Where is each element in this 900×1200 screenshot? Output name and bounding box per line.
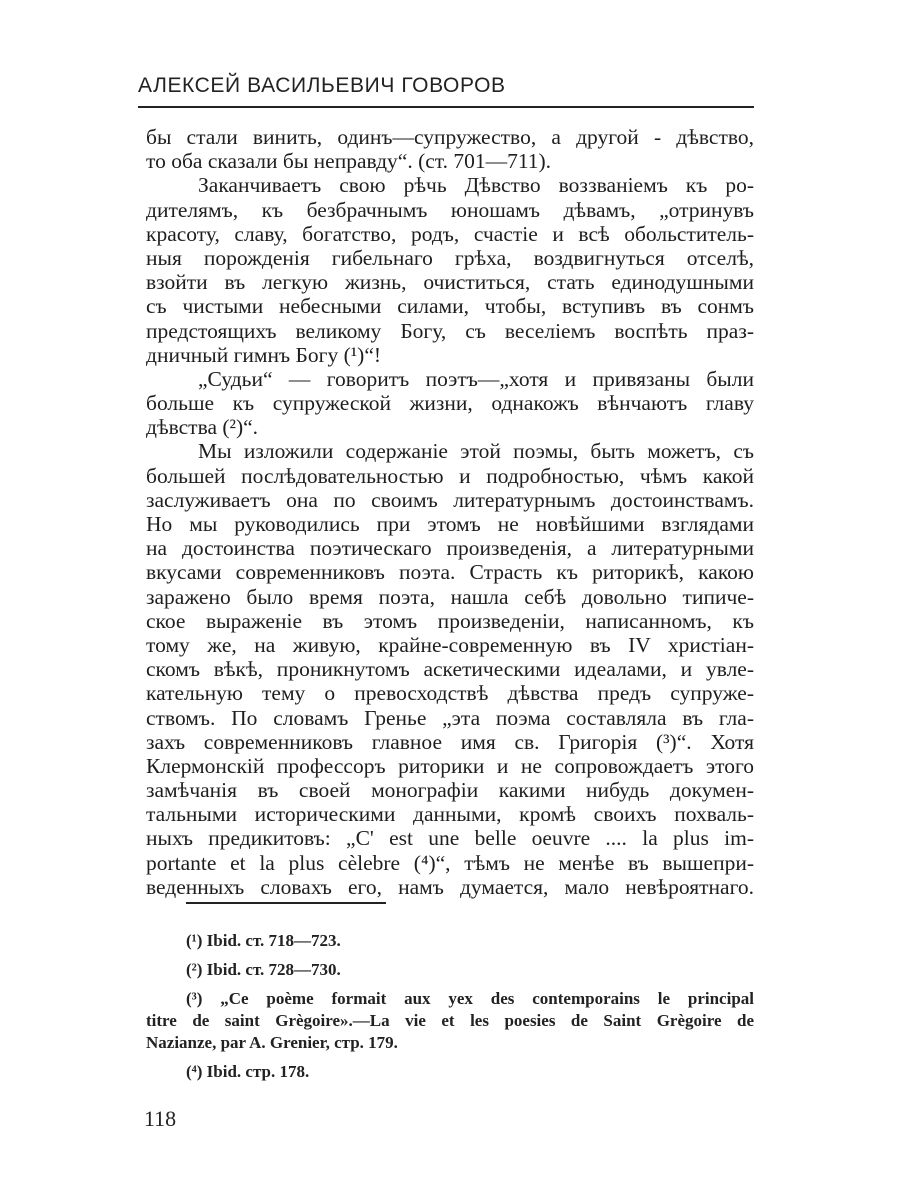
text-line: „Судьи“ — говоритъ поэтъ—„хотя и привязаны были	[198, 366, 754, 391]
text-line: дничный гимнъ Богу (¹)“!	[146, 342, 382, 367]
text-line: portante et la plus cèlebre (⁴)“, тѣмъ не менѣе въ вышепри-	[146, 850, 754, 875]
footnote-2: (²) Ibid. ст. 728—730.	[186, 960, 341, 979]
text-line: на достоинства поэтическаго произведенія, а литературными	[146, 536, 754, 561]
text-line: ныя порожденія гибельнаго грѣха, воздвигнуться отселѣ,	[146, 245, 754, 270]
text-line: большей послѣдовательностью и подробностью, чѣмъ какой	[146, 463, 754, 488]
text-line: ствомъ. По словамъ Греньe „эта поэма составляла въ гла-	[146, 705, 754, 730]
text-line: дителямъ, къ безбрачнымъ юношамъ дѣвамъ, „отринувъ	[146, 197, 754, 222]
text-line: Мы изложили содержаніе этой поэмы, быть можетъ, съ	[198, 439, 754, 464]
text-line: съ чистыми небесными силами, чтобы, вступивъ въ сонмъ	[146, 294, 754, 319]
text-line: замѣчанія въ своей монографіи какими нибудь докумен-	[146, 778, 754, 803]
footnote-3-line: titre de saint Grègoire».—La vie et les poesies de Saint Grègoire de	[146, 1011, 754, 1030]
header-rule	[138, 106, 754, 108]
footnote-rule	[186, 902, 386, 904]
footnote-4: (⁴) Ibid. стр. 178.	[186, 1062, 310, 1081]
page-number: 118	[144, 1106, 177, 1131]
footnote-3	[146, 988, 754, 1054]
text-line: ское выраженіе въ этомъ произведеніи, написанномъ, къ	[146, 608, 754, 633]
footnote-1: (¹) Ibid. ст. 718—723.	[186, 931, 341, 950]
running-head: АЛЕКСЕЙ ВАСИЛЬЕВИЧ ГОВОРОВ	[138, 74, 506, 97]
text-line: вкусами современниковъ поэта. Страсть къ риторикѣ, какою	[146, 560, 754, 585]
text-line: дѣвства (²)“.	[146, 415, 259, 440]
text-line: взойти въ легкую жизнь, очиститься, стать единодушными	[146, 270, 754, 295]
text-line: Заканчиваетъ свою рѣчь Дѣвство воззваніемъ къ ро-	[198, 173, 754, 198]
footnote-3-line: (³) „Ce poème formait aux yex des contemporains le principal	[186, 989, 754, 1008]
text-line: тальными историческими данными, кромѣ своихъ похваль-	[146, 802, 754, 827]
text-line: предстоящихъ великому Богу, съ веселіемъ воспѣть праз-	[146, 318, 754, 343]
footnotes	[146, 930, 754, 1090]
body-text	[146, 125, 754, 899]
text-line: красоту, славу, богатство, родъ, счастіе и всѣ обольститель-	[146, 221, 754, 246]
text-line: кательную тему о превосходствѣ дѣвства предъ супруже-	[146, 681, 754, 706]
text-line: захъ современниковъ главное имя св. Григорія (³)“. Хотя	[146, 729, 754, 754]
text-line: заражено было время поэта, нашла себѣ довольно типиче-	[146, 584, 754, 609]
text-line: больше къ супружеской жизни, однакожъ вѣнчаютъ главу	[146, 391, 754, 416]
text-line: Но мы руководились при этомъ не новѣйшими взглядами	[146, 512, 754, 536]
footnote-3-line: Nazianze, par A. Grenier, стр. 179.	[146, 1033, 398, 1052]
text-line: тому же, на живую, крайне-современную въ IV христіан-	[146, 632, 754, 657]
text-line: то оба сказали бы неправду“. (ст. 701—711).	[146, 149, 552, 174]
text-line: ныхъ предикитовъ: „C' est une belle oeuvre .... la plus im-	[146, 826, 754, 851]
text-line: бы стали винить, одинъ—супружество, а другой - дѣвство,	[146, 125, 754, 149]
text-line: Клермонскій профессоръ риторики и не сопровождаетъ этого	[146, 753, 754, 778]
text-line: веденныхъ словахъ его, намъ думается, мало невѣроятнаго.	[146, 874, 754, 899]
text-line: заслуживаетъ она по своимъ литературнымъ достоинствамъ.	[146, 487, 754, 512]
text-line: скомъ вѣкѣ, проникнутомъ аскетическими идеалами, и увле-	[146, 657, 754, 682]
